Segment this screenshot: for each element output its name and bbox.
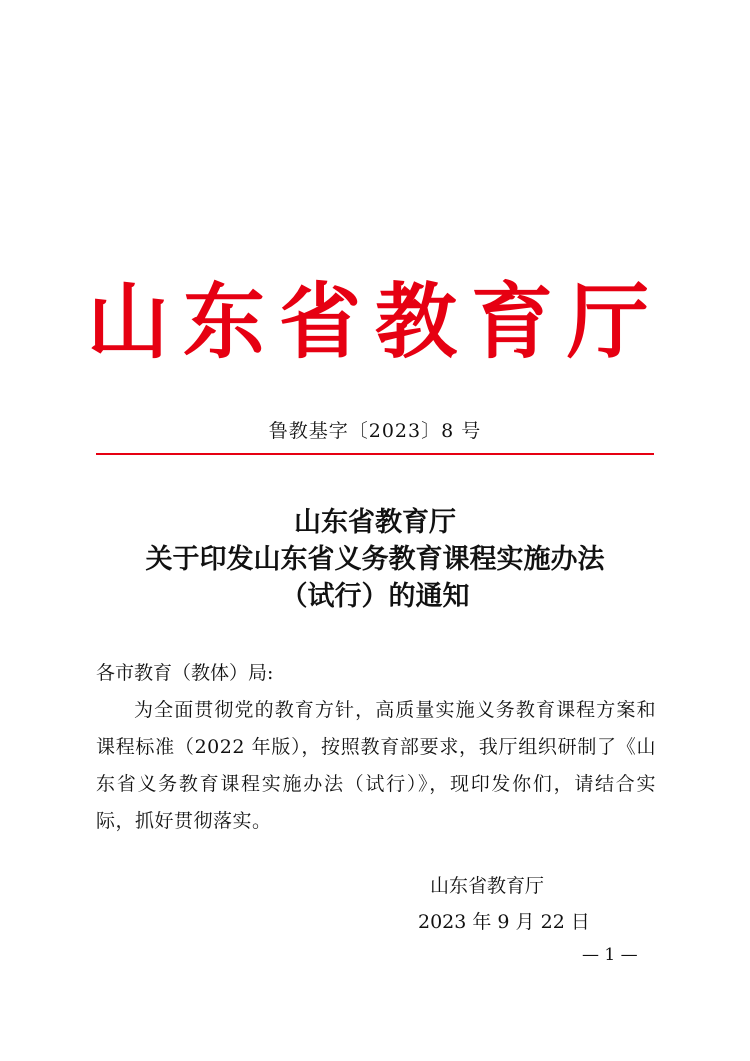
title-line-2: 关于印发山东省义务教育课程实施办法 [145, 544, 605, 575]
signature-organization: 山东省教育厅 [430, 875, 545, 897]
document-title [0, 504, 750, 615]
title-line-3: （试行）的通知 [280, 581, 470, 612]
title-line-1: 山东省教育厅 [294, 507, 456, 538]
issuing-organization-header: 山东省教育厅 [86, 275, 663, 370]
red-separator-line [96, 453, 654, 455]
document-number: 鲁教基字〔2023〕8 号 [268, 420, 482, 442]
salutation: 各市教育（教体）局: [96, 662, 274, 684]
body-paragraph: 为全面贯彻党的教育方针，高质量实施义务教育课程方案和课程标准（2022 年版），按照教育部要求，我厅组织研制了《山东省义务教育课程实施办法（试行）》，现印发你们，请结合实际，抓好贯彻落实。 [96, 699, 656, 832]
page-number: — 1 — [582, 945, 638, 965]
signature-date: 2023 年 9 月 22 日 [418, 911, 590, 933]
